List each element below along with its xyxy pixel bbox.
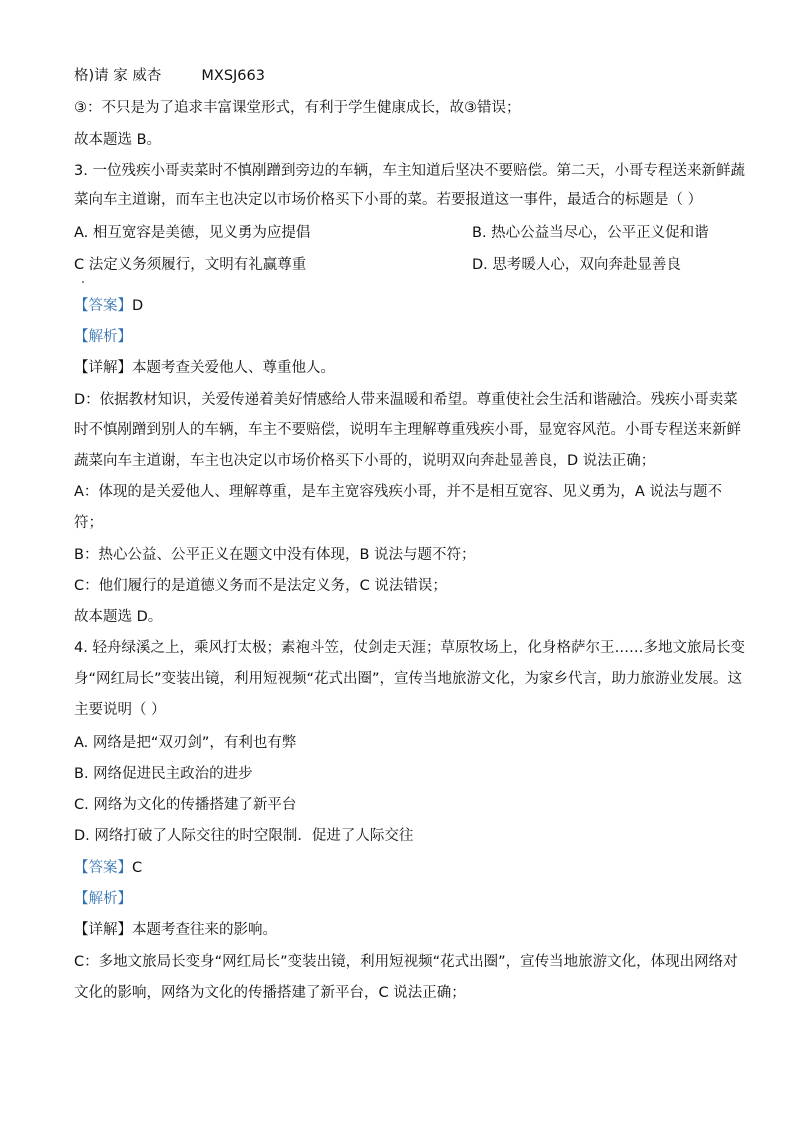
q3-stem-line-2: 菜向车主道谢，而车主也决定以市场价格买下小哥的菜。若要报道这一事件，最适合的标题是（ ） bbox=[74, 192, 703, 208]
q4-detail bbox=[74, 920, 734, 940]
q3-a-line-1: A：体现的是关爱他人、理解尊重，是车主宽容残疾小哥，并不是相互宽容、见义勇为，A 说法与题不 bbox=[74, 484, 722, 500]
q3-b-line: B：热心公益、公平正义在题文中没有体现，B 说法与题不符； bbox=[74, 547, 476, 563]
q4-analysis bbox=[74, 889, 734, 909]
q3-option-d: D. 思考暖人心，双向奔赴显善良 bbox=[472, 257, 681, 273]
q3-a-line-2: 符； bbox=[74, 515, 103, 531]
answer-tag: 【答案】 bbox=[74, 860, 132, 876]
q3-option-a: A. 相互宽容是美德，见义勇为应提倡 bbox=[74, 225, 311, 241]
q3-d-line-1: D：依据教材知识，关爱传递着美好情感给人带来温暖和希望。尊重使社会生活和谐融洽。残疾小哥卖菜 bbox=[74, 392, 738, 408]
detail-intro: 本题考查关爱他人、尊重他人。 bbox=[132, 360, 335, 376]
q3-c-line: C：他们履行的是道德义务而不是法定义务，C 说法错误； bbox=[74, 578, 447, 594]
q4-option-d: D. 网络打破了人际交往的时空限制．促进了人际交往 bbox=[74, 828, 414, 844]
stray-dot bbox=[82, 281, 84, 283]
q3-d-line-2: 时不慎剐蹭到别人的车辆，车主不要赔偿，说明车主理解尊重残疾小哥，显宽容风范。小哥专程送来新鲜 bbox=[74, 422, 741, 438]
q4-option-c: C. 网络为文化的传播搭建了新平台 bbox=[74, 797, 297, 813]
analysis-tag: 【解析】 bbox=[74, 329, 132, 345]
analysis-tag: 【解析】 bbox=[74, 891, 132, 907]
detail-tag: 【详解】 bbox=[74, 922, 132, 938]
q3-conclusion: 故本题选 D。 bbox=[74, 609, 163, 625]
answer-tag: 【答案】 bbox=[74, 298, 132, 314]
detail-intro: 本题考查往来的影响。 bbox=[132, 922, 277, 938]
q3-detail bbox=[74, 358, 734, 378]
q4-stem-line-3: 主要说明（ ） bbox=[74, 702, 166, 718]
page-header bbox=[74, 66, 734, 86]
answer-value: C bbox=[132, 860, 143, 876]
q2-conclusion: 故本题选 B。 bbox=[74, 132, 162, 148]
q4-option-a: A. 网络是把“双刃剑”，有利也有弊 bbox=[74, 735, 297, 751]
q3-stem-line-1: 3. 一位残疾小哥卖菜时不慎剐蹭到旁边的车辆，车主知道后坚决不要赔偿。第二天，小哥专程送来新鲜蔬 bbox=[74, 163, 745, 179]
q4-answer bbox=[74, 858, 734, 878]
q4-option-b: B. 网络促进民主政治的进步 bbox=[74, 766, 253, 782]
q3-answer bbox=[74, 296, 734, 316]
q3-options-row-1 bbox=[74, 223, 734, 243]
q4-c-line-2: 文化的影响，网络为文化的传播搭建了新平台，C 说法正确； bbox=[74, 985, 466, 1001]
header-prefix: 格)请 家 威杏 bbox=[74, 68, 162, 84]
q3-analysis bbox=[74, 327, 734, 347]
q3-d-line-3: 蔬菜向车主道谢，车主也决定以市场价格买下小哥的，说明双向奔赴显善良，D 说法正确； bbox=[74, 453, 656, 469]
q2-tail-line-1: ③：不只是为了追求丰富课堂形式，有利于学生健康成长，故③错误； bbox=[74, 100, 521, 116]
header-code: MXSJ663 bbox=[201, 68, 265, 84]
q4-stem-line-2: 身“网红局长”变装出镜，利用短视频“花式出圈”，宣传当地旅游文化，为家乡代言，助力旅游业发展。这 bbox=[74, 671, 743, 687]
q4-stem-line-1: 4. 轻舟绿溪之上，乘风打太极；素袍斗笠，仗剑走天涯；草原牧场上，化身格萨尔王……多地文旅局长变 bbox=[74, 640, 745, 656]
q4-c-line-1: C：多地文旅局长变身“网红局长”变装出镜，利用短视频“花式出圈”，宣传当地旅游文化，体现出网络对 bbox=[74, 954, 738, 970]
answer-value: D bbox=[132, 298, 144, 314]
q3-option-b: B. 热心公益当尽心，公平正义促和谐 bbox=[472, 225, 709, 241]
q3-options-row-2 bbox=[74, 255, 734, 275]
detail-tag: 【详解】 bbox=[74, 360, 132, 376]
q3-option-c: C 法定义务须履行，文明有礼赢尊重 bbox=[74, 257, 307, 273]
